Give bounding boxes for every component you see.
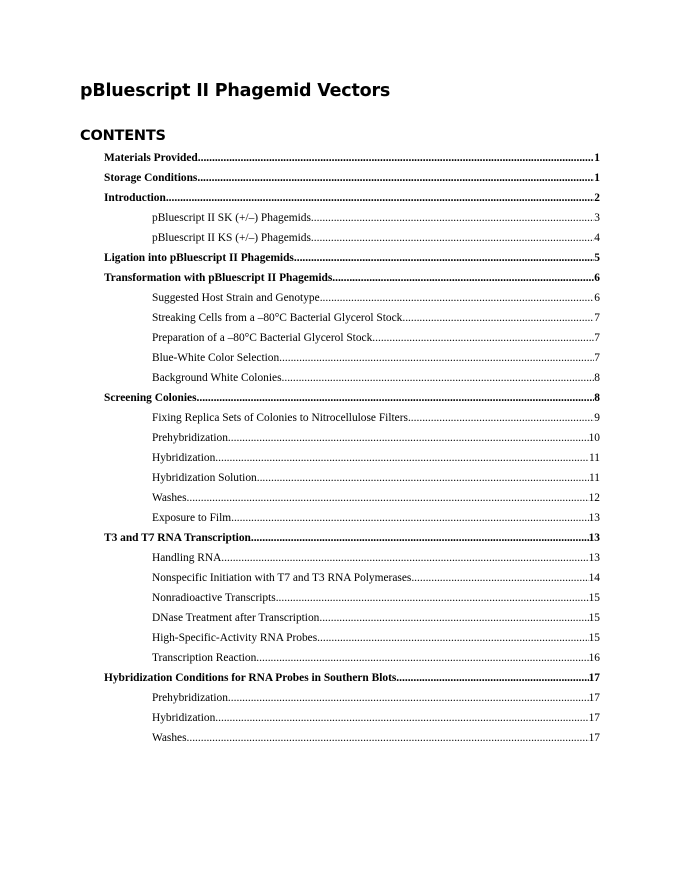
toc-dot-leader — [320, 288, 595, 308]
toc-subsection-entry — [152, 308, 600, 328]
toc-dot-leader — [228, 688, 589, 708]
toc-subsection-entry — [152, 708, 600, 728]
toc-dot-leader — [228, 428, 589, 448]
toc-dot-leader — [411, 568, 588, 588]
toc-entry-title: Background White Colonies — [152, 372, 282, 384]
toc-dot-leader — [187, 728, 589, 748]
toc-dot-leader — [215, 448, 589, 468]
toc-page-number: 9 — [594, 412, 600, 424]
toc-dot-leader — [372, 328, 594, 348]
toc-entry-title: Fixing Replica Sets of Colonies to Nitrocellulose Filters — [152, 412, 408, 424]
toc-section-entry — [104, 148, 600, 168]
toc-entry-title: T3 and T7 RNA Transcription — [104, 532, 251, 544]
toc-dot-leader — [187, 488, 589, 508]
toc-section-entry — [104, 388, 600, 408]
table-of-contents — [0, 148, 680, 748]
toc-subsection-entry — [152, 428, 600, 448]
toc-page-number: 1 — [594, 152, 600, 164]
toc-dot-leader — [251, 528, 589, 548]
toc-page-number: 6 — [594, 292, 600, 304]
toc-dot-leader — [257, 468, 589, 488]
toc-entry-title: Transcription Reaction — [152, 652, 257, 664]
toc-dot-leader — [408, 408, 594, 428]
toc-subsection-entry — [152, 208, 600, 228]
toc-entry-title: Washes — [152, 492, 187, 504]
toc-entry-title: Blue-White Color Selection — [152, 352, 280, 364]
toc-page-number: 16 — [588, 652, 600, 664]
toc-dot-leader — [282, 368, 595, 388]
toc-entry-title: Nonspecific Initiation with T7 and T3 RNA Polymerases — [152, 572, 412, 584]
toc-page-number: 13 — [588, 532, 600, 544]
toc-section-entry — [104, 188, 600, 208]
toc-entry-title: DNase Treatment after Transcription — [152, 612, 320, 624]
document-title: pBluescript II Phagemid Vectors — [80, 81, 391, 101]
toc-page-number: 13 — [588, 512, 600, 524]
toc-dot-leader — [197, 388, 595, 408]
toc-entry-title: High-Specific-Activity RNA Probes — [152, 632, 318, 644]
toc-section-entry — [104, 168, 600, 188]
toc-subsection-entry — [152, 348, 600, 368]
toc-dot-leader — [221, 548, 588, 568]
toc-page-number: 11 — [589, 472, 600, 484]
toc-dot-leader — [311, 208, 594, 228]
toc-subsection-entry — [152, 728, 600, 748]
toc-entry-title: Hybridization Conditions for RNA Probes in Southern Blots — [104, 672, 397, 684]
toc-entry-title: pBluescript II KS (+/–) Phagemids — [152, 232, 311, 244]
toc-page-number: 3 — [594, 212, 600, 224]
toc-entry-title: Transformation with pBluescript II Phagemids — [104, 272, 333, 284]
toc-dot-leader — [198, 148, 595, 168]
toc-subsection-entry — [152, 328, 600, 348]
toc-entry-title: Hybridization Solution — [152, 472, 257, 484]
toc-page-number: 7 — [594, 352, 600, 364]
toc-dot-leader — [231, 508, 589, 528]
toc-subsection-entry — [152, 608, 600, 628]
toc-dot-leader — [215, 708, 588, 728]
toc-dot-leader — [256, 648, 588, 668]
toc-entry-title: Washes — [152, 732, 187, 744]
toc-section-entry — [104, 668, 600, 688]
toc-dot-leader — [396, 668, 588, 688]
toc-dot-leader — [317, 628, 588, 648]
toc-page-number: 15 — [588, 632, 600, 644]
toc-section-entry — [104, 268, 600, 288]
toc-subsection-entry — [152, 688, 600, 708]
toc-subsection-entry — [152, 228, 600, 248]
toc-dot-leader — [197, 168, 594, 188]
toc-entry-title: Preparation of a –80°C Bacterial Glycerol Stock — [152, 332, 373, 344]
toc-subsection-entry — [152, 648, 600, 668]
toc-dot-leader — [276, 588, 589, 608]
toc-page-number: 15 — [588, 612, 600, 624]
toc-subsection-entry — [152, 548, 600, 568]
toc-subsection-entry — [152, 488, 600, 508]
toc-page-number: 13 — [588, 552, 600, 564]
toc-page-number: 17 — [588, 692, 600, 704]
toc-page-number: 2 — [594, 192, 600, 204]
toc-page-number: 7 — [594, 332, 600, 344]
toc-subsection-entry — [152, 468, 600, 488]
toc-page-number: 7 — [594, 312, 600, 324]
toc-page-number: 10 — [588, 432, 600, 444]
toc-page-number: 17 — [588, 732, 600, 744]
toc-entry-title: Nonradioactive Transcripts — [152, 592, 276, 604]
toc-page-number: 6 — [594, 272, 600, 284]
toc-dot-leader — [402, 308, 594, 328]
toc-page-number: 17 — [588, 672, 600, 684]
toc-dot-leader — [279, 348, 594, 368]
toc-subsection-entry — [152, 508, 600, 528]
toc-entry-title: Suggested Host Strain and Genotype — [152, 292, 320, 304]
toc-page-number: 14 — [588, 572, 600, 584]
toc-subsection-entry — [152, 368, 600, 388]
toc-page-number: 17 — [588, 712, 600, 724]
toc-dot-leader — [332, 268, 594, 288]
toc-page-number: 8 — [594, 392, 600, 404]
toc-entry-title: Exposure to Film — [152, 512, 232, 524]
toc-entry-title: Hybridization — [152, 452, 216, 464]
contents-heading: CONTENTS — [80, 128, 166, 144]
toc-dot-leader — [294, 248, 594, 268]
toc-dot-leader — [319, 608, 588, 628]
toc-page-number: 4 — [594, 232, 600, 244]
toc-subsection-entry — [152, 448, 600, 468]
toc-entry-title: Prehybridization — [152, 692, 228, 704]
toc-section-entry — [104, 248, 600, 268]
toc-entry-title: Ligation into pBluescript II Phagemids — [104, 252, 294, 264]
toc-entry-title: Hybridization — [152, 712, 216, 724]
toc-subsection-entry — [152, 288, 600, 308]
toc-page-number: 5 — [594, 252, 600, 264]
toc-page-number: 1 — [594, 172, 600, 184]
toc-subsection-entry — [152, 628, 600, 648]
toc-entry-title: Introduction — [104, 192, 166, 204]
toc-section-entry — [104, 528, 600, 548]
toc-subsection-entry — [152, 588, 600, 608]
toc-entry-title: pBluescript II SK (+/–) Phagemids — [152, 212, 311, 224]
toc-entry-title: Screening Colonies — [104, 392, 197, 404]
toc-subsection-entry — [152, 568, 600, 588]
toc-entry-title: Storage Conditions — [104, 172, 198, 184]
toc-entry-title: Prehybridization — [152, 432, 228, 444]
toc-page-number: 11 — [589, 452, 600, 464]
toc-entry-title: Streaking Cells from a –80°C Bacterial Glycerol Stock — [152, 312, 403, 324]
toc-page-number: 12 — [588, 492, 600, 504]
toc-page-number: 8 — [594, 372, 600, 384]
toc-dot-leader — [166, 188, 594, 208]
toc-page-number: 15 — [588, 592, 600, 604]
toc-entry-title: Materials Provided — [104, 152, 198, 164]
toc-subsection-entry — [152, 408, 600, 428]
toc-dot-leader — [311, 228, 594, 248]
toc-entry-title: Handling RNA — [152, 552, 222, 564]
